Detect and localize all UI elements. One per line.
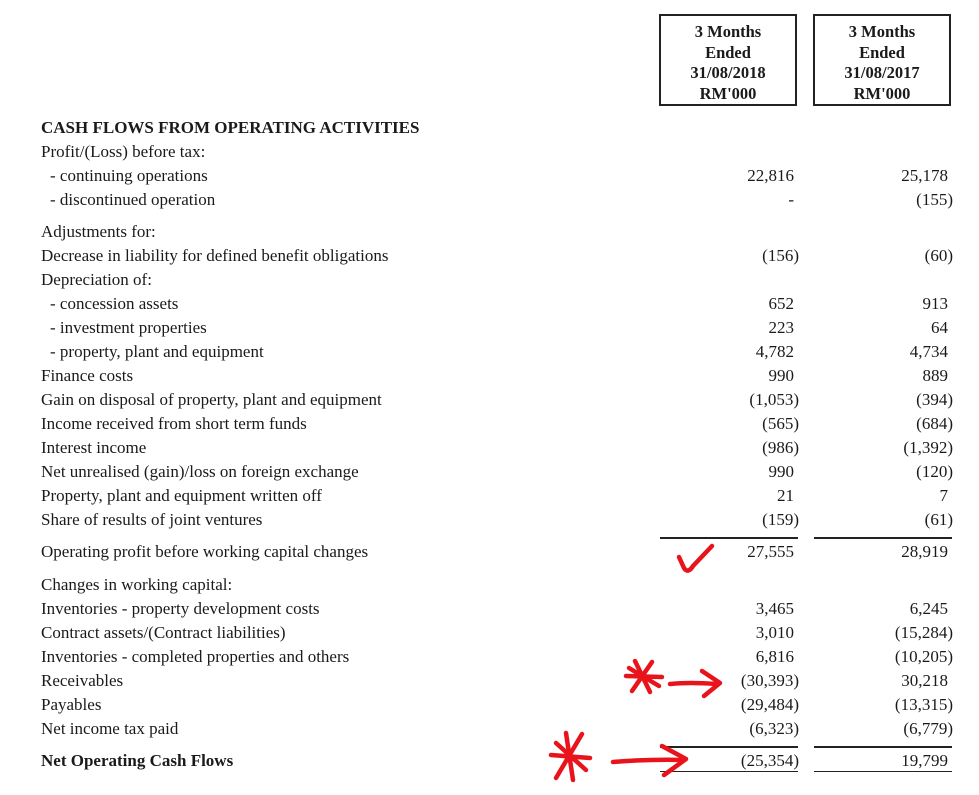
value-2018: 3,010 xyxy=(755,623,794,642)
row-label: Changes in working capital: xyxy=(41,575,233,594)
value-2017: (13,315) xyxy=(894,695,953,714)
row-label: Net Operating Cash Flows xyxy=(41,751,234,770)
value-2018: (986) xyxy=(762,438,799,457)
row-label: Decrease in liability for defined benefit obligations xyxy=(41,246,389,265)
checkmark-icon xyxy=(679,546,712,571)
header-line: 3 Months xyxy=(848,22,916,41)
row-label: Property, plant and equipment written off xyxy=(41,486,322,505)
row-label: - continuing operations xyxy=(50,166,208,185)
value-2018: (29,484) xyxy=(740,695,799,714)
header-line: Ended xyxy=(705,42,751,62)
value-2017: 913 xyxy=(922,294,948,313)
row-label: Share of results of joint ventures xyxy=(41,510,263,529)
header-line: 31/08/2017 xyxy=(844,63,920,82)
value-2018: 6,816 xyxy=(755,647,794,666)
value-2018: (565) xyxy=(762,414,799,433)
header-line: RM'000 xyxy=(853,83,911,103)
value-2017: 64 xyxy=(931,318,948,337)
value-2017: (1,392) xyxy=(903,438,953,457)
value-2018: (25,354) xyxy=(740,751,799,770)
row-label: Contract assets/(Contract liabilities) xyxy=(41,623,286,642)
value-2017: (61) xyxy=(924,510,953,529)
value-2018: 223 xyxy=(768,318,794,337)
row-label: Profit/(Loss) before tax: xyxy=(41,142,206,161)
row-label: Income received from short term funds xyxy=(41,414,307,433)
value-2018: (30,393) xyxy=(740,671,799,690)
row-label: Inventories - property development costs xyxy=(41,599,320,618)
header-line: 3 Months xyxy=(694,22,762,41)
row-label: Net income tax paid xyxy=(41,719,179,738)
value-2018: 27,555 xyxy=(747,542,794,561)
value-2018: (6,323) xyxy=(749,719,799,738)
value-2017: 6,245 xyxy=(909,599,948,618)
value-2017: (120) xyxy=(916,462,953,481)
arrow-right-icon xyxy=(613,746,686,775)
row-label: Gain on disposal of property, plant and equipment xyxy=(41,390,382,409)
row-label: - property, plant and equipment xyxy=(50,342,264,361)
value-2017: (394) xyxy=(916,390,953,409)
value-2017: (6,779) xyxy=(903,719,953,738)
section-heading: CASH FLOWS FROM OPERATING ACTIVITIES xyxy=(41,118,420,137)
row-label: Net unrealised (gain)/loss on foreign exchange xyxy=(41,462,359,481)
row-label: Inventories - completed properties and others xyxy=(41,647,350,666)
value-2018: 990 xyxy=(768,462,794,481)
value-2018: (1,053) xyxy=(749,390,799,409)
value-2017: 30,218 xyxy=(901,671,948,690)
header-line: 31/08/2018 xyxy=(690,63,766,82)
asterisk-icon xyxy=(551,733,590,780)
value-2017: 19,799 xyxy=(901,751,948,770)
value-2017: 889 xyxy=(922,366,948,385)
arrow-right-icon xyxy=(670,671,720,696)
asterisk-icon xyxy=(626,661,662,692)
header-line: Ended xyxy=(859,42,905,62)
value-2017: (15,284) xyxy=(894,623,953,642)
row-label: Interest income xyxy=(41,438,147,457)
value-2018: (159) xyxy=(762,510,799,529)
value-2017: (10,205) xyxy=(894,647,953,666)
value-2017: (684) xyxy=(916,414,953,433)
row-label: Receivables xyxy=(41,671,124,690)
value-2017: 7 xyxy=(939,486,948,505)
value-2018: - xyxy=(788,190,794,209)
row-label: Payables xyxy=(41,695,102,714)
value-2018: 4,782 xyxy=(755,342,794,361)
row-label: Depreciation of: xyxy=(41,270,152,289)
value-2018: 990 xyxy=(768,366,794,385)
row-label: - concession assets xyxy=(50,294,179,313)
row-label: - investment properties xyxy=(50,318,207,337)
value-2018: 21 xyxy=(777,486,794,505)
value-2018: 22,816 xyxy=(747,166,794,185)
row-label: Finance costs xyxy=(41,366,134,385)
row-label: Operating profit before working capital changes xyxy=(41,542,369,561)
value-2017: 25,178 xyxy=(901,166,948,185)
value-2017: (155) xyxy=(916,190,953,209)
header-line: RM'000 xyxy=(699,83,757,103)
value-2018: 3,465 xyxy=(755,599,794,618)
row-label: - discontinued operation xyxy=(50,190,216,209)
value-2018: 652 xyxy=(768,294,794,313)
value-2017: 28,919 xyxy=(901,542,948,561)
value-2017: (60) xyxy=(924,246,953,265)
value-2017: 4,734 xyxy=(909,342,948,361)
row-label: Adjustments for: xyxy=(41,222,156,241)
value-2018: (156) xyxy=(762,246,799,265)
